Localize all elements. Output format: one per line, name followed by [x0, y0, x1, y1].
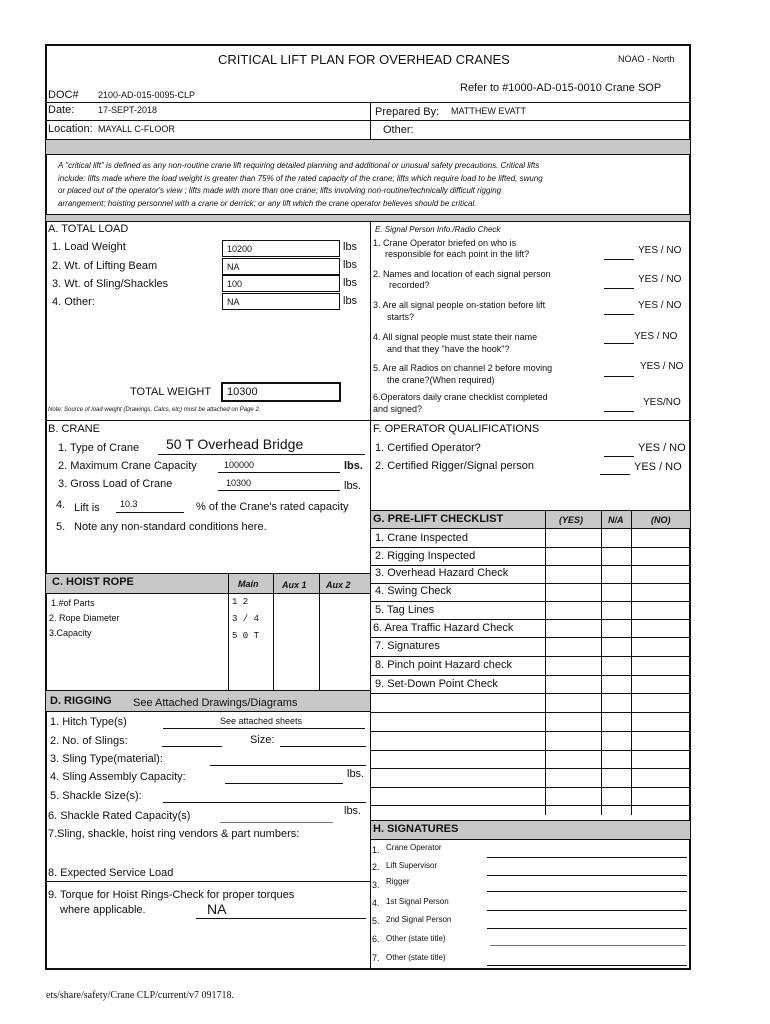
doc-label: DOC#	[48, 89, 79, 101]
prelift-item[interactable]: 8. Pinch point Hazard check	[375, 659, 512, 671]
prelift-item[interactable]: 3. Overhead Hazard Check	[375, 567, 509, 579]
total-weight-field[interactable]: 10300	[221, 382, 341, 402]
crane-type-value[interactable]: 50 T Overhead Bridge	[166, 436, 304, 452]
certified-operator-answer[interactable]: YES / NO	[638, 442, 686, 454]
non-standard-note-label: Note any non-standard conditions here.	[74, 521, 267, 533]
signature-other-2: Other (state title)	[386, 953, 446, 962]
sop-reference: Refer to #1000-AD-015-0010 Crane SOP	[460, 82, 662, 94]
other-label: Other:	[383, 124, 414, 136]
signal-heading: E. Signal Person Info./Radio Check	[375, 225, 501, 234]
footer-path: ets/share/safety/Crane CLP/current/v7 091718.	[46, 990, 235, 1001]
signature-rigger: Rigger	[386, 877, 410, 886]
hoist-diameter-main[interactable]: 3 / 4	[232, 614, 260, 624]
signature-2nd-signal: 2nd Signal Person	[386, 915, 452, 924]
sling-shackles-label: 3. Wt. of Sling/Shackles	[52, 278, 169, 290]
load-source-note: Note: Source of load weight (Drawings, Calcs, etc) must be attached on Page 2.	[48, 407, 261, 413]
signature-1st-signal: 1st Signal Person	[386, 897, 449, 906]
signal-answer-4[interactable]: YES / NO	[634, 331, 678, 342]
location-label: Location:	[48, 123, 93, 135]
form-title: CRITICAL LIFT PLAN FOR OVERHEAD CRANES	[218, 52, 510, 67]
lifting-beam-field[interactable]: NA	[222, 258, 340, 275]
signal-answer-2[interactable]: YES / NO	[638, 274, 682, 285]
signal-answer-5[interactable]: YES / NO	[640, 361, 684, 372]
prelift-item[interactable]: 4. Swing Check	[375, 585, 452, 597]
prelift-item[interactable]: 5. Tag Lines	[375, 604, 435, 616]
prelift-item[interactable]: 7. Signatures	[375, 640, 440, 652]
header-divider-bar	[46, 140, 690, 154]
signature-lift-supervisor: Lift Supervisor	[386, 861, 438, 870]
prelift-heading: G. PRE-LIFT CHECKLIST	[373, 513, 504, 525]
certified-rigger-answer[interactable]: YES / NO	[634, 461, 682, 473]
sling-shackles-field[interactable]: 100	[222, 275, 340, 292]
other-load-label: 4. Other:	[52, 296, 95, 308]
prepared-by-label: Prepared By:	[375, 106, 440, 118]
prelift-item[interactable]: 6. Area Traffic Hazard Check	[373, 622, 514, 634]
max-capacity-value[interactable]: 100000	[224, 460, 255, 470]
vendors-label: 7.Sling, shackle, hoist ring vendors & part numbers:	[48, 828, 300, 840]
signature-other-1: Other (state title)	[386, 934, 446, 943]
signature-crane-operator: Crane Operator	[386, 843, 442, 852]
other-load-field[interactable]: NA	[222, 293, 340, 310]
signal-answer-6[interactable]: YES/NO	[643, 397, 681, 408]
definition-text: A "critical lift" is defined as any non-routine crane lift requiring detailed planning and additional or unusual safety precautions. Critical lifts include: lifts made where the load weight is greater than 75% of the rated capacity of the crane; lifts which require load to be lifted, swung or placed out of the operator's view ; lifts made with more than one crane; lifts involving non-routine/technically difficult rigging arrangement; hoisting personnel with a crane or derrick; or any lift which the crane operator believes should be critical.	[58, 161, 543, 208]
total-load-heading: A. TOTAL LOAD	[48, 223, 129, 235]
gross-load-value[interactable]: 10300	[226, 478, 252, 488]
load-weight-field[interactable]: 10200	[222, 240, 340, 257]
signatures-heading: H. SIGNATURES	[373, 823, 459, 835]
signal-answer-3[interactable]: YES / NO	[638, 300, 682, 311]
signal-answer-1[interactable]: YES / NO	[638, 245, 682, 256]
location-value[interactable]: MAYALL C-FLOOR	[98, 124, 175, 134]
hitch-type-value[interactable]: See attached sheets	[220, 716, 303, 726]
hoist-rope-heading: C. HOIST ROPE	[52, 576, 134, 588]
lifting-beam-label: 2. Wt. of Lifting Beam	[52, 260, 158, 272]
prelift-item[interactable]: 1. Crane Inspected	[375, 532, 468, 544]
total-weight-label: TOTAL WEIGHT	[130, 386, 212, 398]
site-label: NOAO - North	[618, 54, 675, 64]
torque-value[interactable]: NA	[207, 901, 227, 917]
hoist-parts-main[interactable]: 1 2	[232, 597, 249, 607]
doc-number: 2100-AD-015-0095-CLP	[98, 90, 196, 100]
load-weight-label: 1. Load Weight	[52, 241, 126, 253]
prelift-item[interactable]: 9. Set-Down Point Check	[375, 678, 498, 690]
crane-heading: B. CRANE	[48, 423, 100, 435]
prepared-by-value[interactable]: MATTHEW EVATT	[451, 106, 526, 116]
rigging-heading: D. RIGGING	[50, 695, 112, 707]
prelift-item[interactable]: 2. Rigging Inspected	[375, 550, 476, 562]
hoist-capacity-main[interactable]: 5 0 T	[232, 631, 260, 641]
date-label: Date:	[48, 104, 75, 116]
date-value[interactable]: 17-SEPT-2018	[98, 105, 158, 115]
operator-heading: F. OPERATOR QUALIFICATIONS	[373, 423, 540, 435]
lift-percent-value[interactable]: 10.3	[120, 499, 138, 509]
